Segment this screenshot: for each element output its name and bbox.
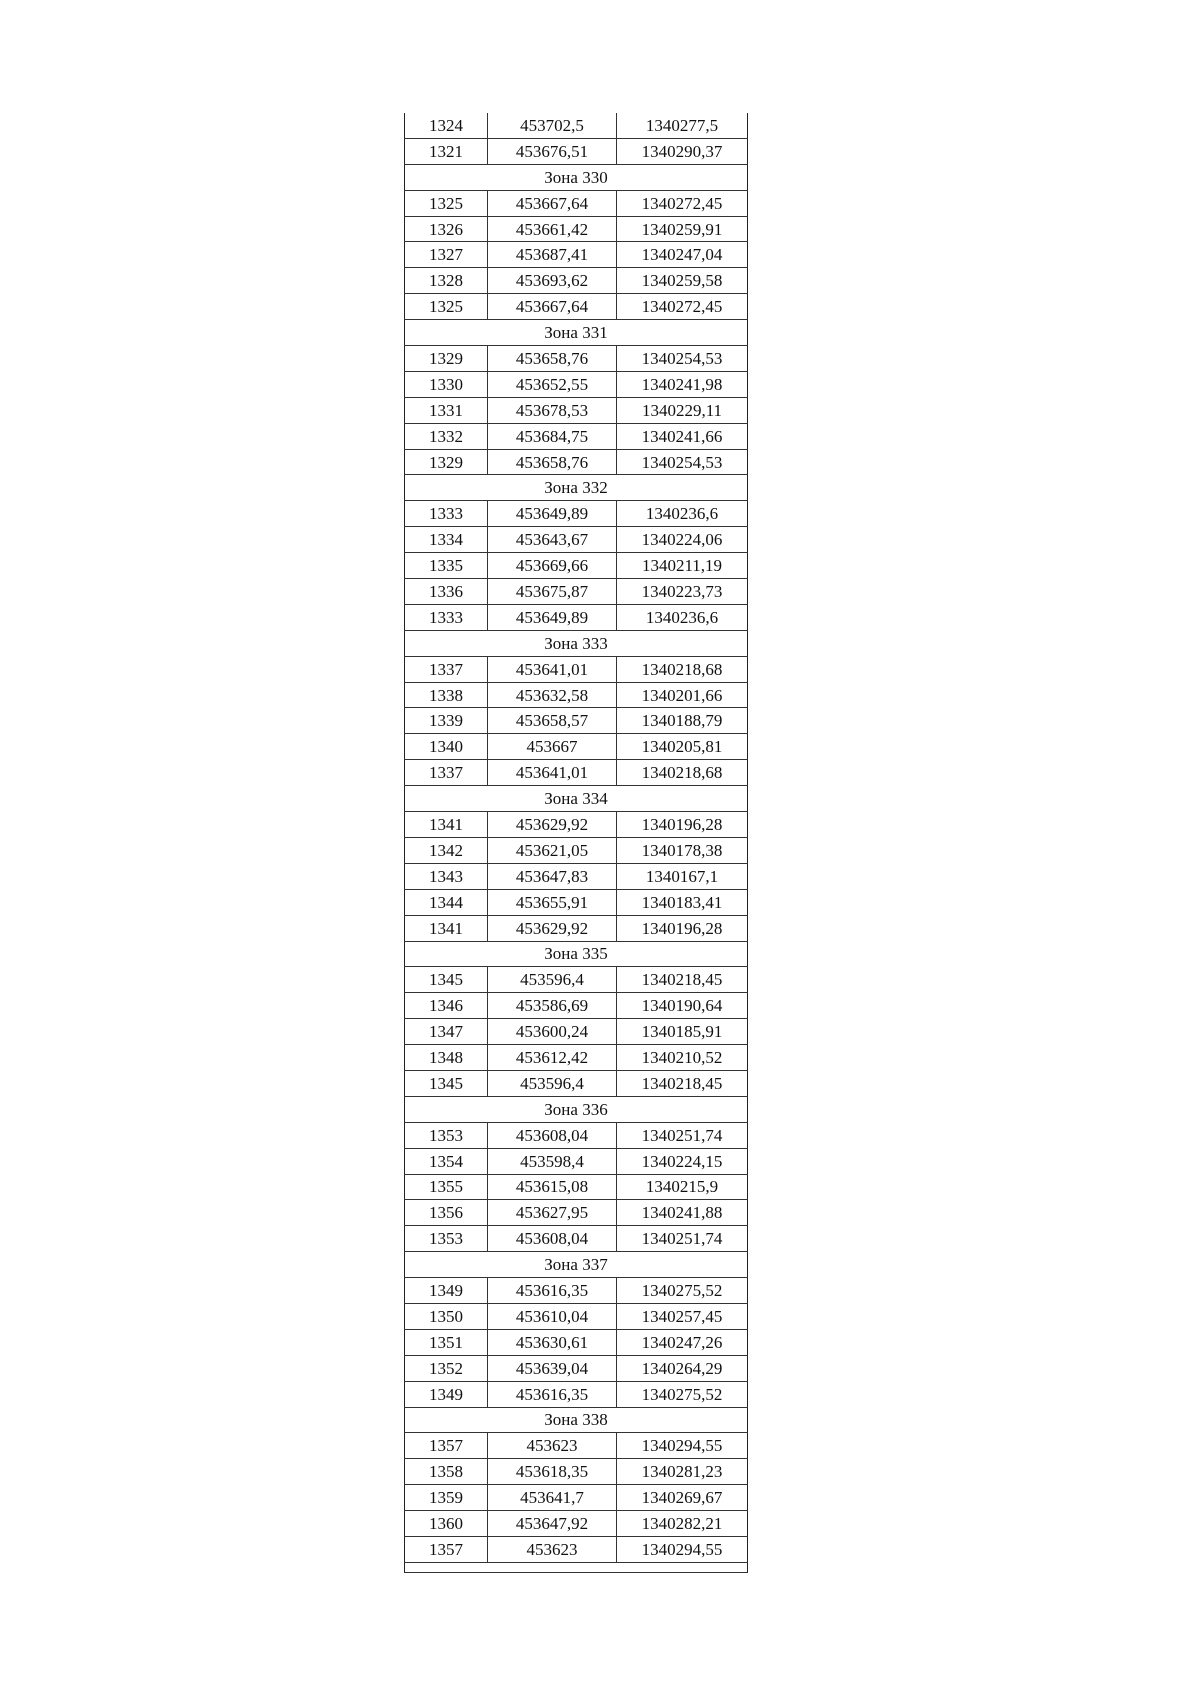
x-coordinate-cell: 453702,5 xyxy=(488,113,617,138)
zone-header-row xyxy=(405,1252,748,1278)
point-number-cell: 1351 xyxy=(405,1329,488,1355)
point-number-cell: 1343 xyxy=(405,863,488,889)
x-coordinate-cell: 453678,53 xyxy=(488,397,617,423)
zone-label: Зона 336 xyxy=(405,1096,748,1122)
y-coordinate-cell: 1340275,52 xyxy=(617,1278,748,1304)
table-row xyxy=(405,1355,748,1381)
table-row xyxy=(405,423,748,449)
x-coordinate-cell: 453684,75 xyxy=(488,423,617,449)
table-row xyxy=(405,553,748,579)
point-number-cell: 1339 xyxy=(405,708,488,734)
table-row xyxy=(405,993,748,1019)
y-coordinate-cell: 1340272,45 xyxy=(617,190,748,216)
table-row xyxy=(405,604,748,630)
table-row xyxy=(405,1200,748,1226)
y-coordinate-cell: 1340290,37 xyxy=(617,138,748,164)
table-row xyxy=(405,837,748,863)
y-coordinate-cell: 1340218,45 xyxy=(617,1070,748,1096)
x-coordinate-cell: 453658,76 xyxy=(488,346,617,372)
x-coordinate-cell: 453655,91 xyxy=(488,889,617,915)
point-number-cell: 1341 xyxy=(405,812,488,838)
y-coordinate-cell: 1340251,74 xyxy=(617,1122,748,1148)
x-coordinate-cell: 453600,24 xyxy=(488,1019,617,1045)
blank-cell xyxy=(405,1562,748,1572)
point-number-cell: 1333 xyxy=(405,604,488,630)
y-coordinate-cell: 1340215,9 xyxy=(617,1174,748,1200)
x-coordinate-cell: 453629,92 xyxy=(488,812,617,838)
point-number-cell: 1325 xyxy=(405,294,488,320)
x-coordinate-cell: 453632,58 xyxy=(488,682,617,708)
table-row xyxy=(405,682,748,708)
table-row xyxy=(405,579,748,605)
x-coordinate-cell: 453586,69 xyxy=(488,993,617,1019)
point-number-cell: 1342 xyxy=(405,837,488,863)
y-coordinate-cell: 1340251,74 xyxy=(617,1226,748,1252)
y-coordinate-cell: 1340259,91 xyxy=(617,216,748,242)
x-coordinate-cell: 453649,89 xyxy=(488,501,617,527)
y-coordinate-cell: 1340241,88 xyxy=(617,1200,748,1226)
y-coordinate-cell: 1340211,19 xyxy=(617,553,748,579)
table-row xyxy=(405,1303,748,1329)
x-coordinate-cell: 453630,61 xyxy=(488,1329,617,1355)
y-coordinate-cell: 1340282,21 xyxy=(617,1511,748,1537)
x-coordinate-cell: 453641,01 xyxy=(488,656,617,682)
point-number-cell: 1340 xyxy=(405,734,488,760)
point-number-cell: 1345 xyxy=(405,1070,488,1096)
x-coordinate-cell: 453627,95 xyxy=(488,1200,617,1226)
table-row xyxy=(405,371,748,397)
x-coordinate-cell: 453608,04 xyxy=(488,1122,617,1148)
table-row xyxy=(405,113,748,138)
zone-header-row xyxy=(405,941,748,967)
point-number-cell: 1345 xyxy=(405,967,488,993)
point-number-cell: 1356 xyxy=(405,1200,488,1226)
point-number-cell: 1328 xyxy=(405,268,488,294)
table-row xyxy=(405,967,748,993)
point-number-cell: 1348 xyxy=(405,1045,488,1071)
point-number-cell: 1357 xyxy=(405,1433,488,1459)
x-coordinate-cell: 453639,04 xyxy=(488,1355,617,1381)
coordinates-table-body xyxy=(405,113,748,1572)
point-number-cell: 1347 xyxy=(405,1019,488,1045)
point-number-cell: 1355 xyxy=(405,1174,488,1200)
point-number-cell: 1335 xyxy=(405,553,488,579)
point-number-cell: 1326 xyxy=(405,216,488,242)
y-coordinate-cell: 1340188,79 xyxy=(617,708,748,734)
y-coordinate-cell: 1340241,98 xyxy=(617,371,748,397)
y-coordinate-cell: 1340218,68 xyxy=(617,656,748,682)
point-number-cell: 1359 xyxy=(405,1485,488,1511)
point-number-cell: 1324 xyxy=(405,113,488,138)
table-row xyxy=(405,812,748,838)
y-coordinate-cell: 1340272,45 xyxy=(617,294,748,320)
y-coordinate-cell: 1340218,45 xyxy=(617,967,748,993)
zone-label: Зона 333 xyxy=(405,630,748,656)
y-coordinate-cell: 1340218,68 xyxy=(617,760,748,786)
y-coordinate-cell: 1340229,11 xyxy=(617,397,748,423)
table-row xyxy=(405,1278,748,1304)
table-row xyxy=(405,449,748,475)
x-coordinate-cell: 453647,83 xyxy=(488,863,617,889)
point-number-cell: 1338 xyxy=(405,682,488,708)
x-coordinate-cell: 453616,35 xyxy=(488,1381,617,1407)
table-row xyxy=(405,1329,748,1355)
y-coordinate-cell: 1340259,58 xyxy=(617,268,748,294)
table-row xyxy=(405,1226,748,1252)
point-number-cell: 1349 xyxy=(405,1381,488,1407)
table-row xyxy=(405,708,748,734)
x-coordinate-cell: 453612,42 xyxy=(488,1045,617,1071)
y-coordinate-cell: 1340254,53 xyxy=(617,449,748,475)
x-coordinate-cell: 453616,35 xyxy=(488,1278,617,1304)
x-coordinate-cell: 453675,87 xyxy=(488,579,617,605)
table-row xyxy=(405,1381,748,1407)
point-number-cell: 1353 xyxy=(405,1122,488,1148)
point-number-cell: 1352 xyxy=(405,1355,488,1381)
x-coordinate-cell: 453658,76 xyxy=(488,449,617,475)
x-coordinate-cell: 453676,51 xyxy=(488,138,617,164)
point-number-cell: 1337 xyxy=(405,656,488,682)
point-number-cell: 1346 xyxy=(405,993,488,1019)
point-number-cell: 1354 xyxy=(405,1148,488,1174)
y-coordinate-cell: 1340257,45 xyxy=(617,1303,748,1329)
x-coordinate-cell: 453596,4 xyxy=(488,1070,617,1096)
x-coordinate-cell: 453687,41 xyxy=(488,242,617,268)
x-coordinate-cell: 453647,92 xyxy=(488,1511,617,1537)
y-coordinate-cell: 1340224,15 xyxy=(617,1148,748,1174)
point-number-cell: 1325 xyxy=(405,190,488,216)
y-coordinate-cell: 1340196,28 xyxy=(617,915,748,941)
y-coordinate-cell: 1340224,06 xyxy=(617,527,748,553)
table-row xyxy=(405,346,748,372)
y-coordinate-cell: 1340223,73 xyxy=(617,579,748,605)
table-row xyxy=(405,915,748,941)
y-coordinate-cell: 1340275,52 xyxy=(617,1381,748,1407)
point-number-cell: 1332 xyxy=(405,423,488,449)
table-row xyxy=(405,138,748,164)
zone-label: Зона 337 xyxy=(405,1252,748,1278)
table-row xyxy=(405,216,748,242)
y-coordinate-cell: 1340294,55 xyxy=(617,1433,748,1459)
x-coordinate-cell: 453661,42 xyxy=(488,216,617,242)
point-number-cell: 1334 xyxy=(405,527,488,553)
zone-header-row xyxy=(405,164,748,190)
zone-label: Зона 332 xyxy=(405,475,748,501)
y-coordinate-cell: 1340196,28 xyxy=(617,812,748,838)
table-row xyxy=(405,1433,748,1459)
x-coordinate-cell: 453652,55 xyxy=(488,371,617,397)
table-row xyxy=(405,501,748,527)
x-coordinate-cell: 453623 xyxy=(488,1536,617,1562)
table-row xyxy=(405,397,748,423)
zone-header-row xyxy=(405,786,748,812)
point-number-cell: 1349 xyxy=(405,1278,488,1304)
table-row xyxy=(405,190,748,216)
y-coordinate-cell: 1340241,66 xyxy=(617,423,748,449)
point-number-cell: 1358 xyxy=(405,1459,488,1485)
table-row xyxy=(405,242,748,268)
y-coordinate-cell: 1340185,91 xyxy=(617,1019,748,1045)
point-number-cell: 1360 xyxy=(405,1511,488,1537)
table-row xyxy=(405,1045,748,1071)
table-row xyxy=(405,760,748,786)
point-number-cell: 1337 xyxy=(405,760,488,786)
table-row xyxy=(405,1511,748,1537)
table-row xyxy=(405,294,748,320)
table-row xyxy=(405,1174,748,1200)
table-row xyxy=(405,889,748,915)
zone-header-row xyxy=(405,1096,748,1122)
table-row xyxy=(405,734,748,760)
x-coordinate-cell: 453693,62 xyxy=(488,268,617,294)
y-coordinate-cell: 1340247,04 xyxy=(617,242,748,268)
x-coordinate-cell: 453610,04 xyxy=(488,1303,617,1329)
point-number-cell: 1357 xyxy=(405,1536,488,1562)
table-row xyxy=(405,268,748,294)
table-row xyxy=(405,1536,748,1562)
table-row xyxy=(405,1148,748,1174)
zone-header-row xyxy=(405,1407,748,1433)
x-coordinate-cell: 453667,64 xyxy=(488,294,617,320)
y-coordinate-cell: 1340190,64 xyxy=(617,993,748,1019)
y-coordinate-cell: 1340205,81 xyxy=(617,734,748,760)
coordinates-table xyxy=(404,113,748,1573)
x-coordinate-cell: 453669,66 xyxy=(488,553,617,579)
x-coordinate-cell: 453615,08 xyxy=(488,1174,617,1200)
table-row xyxy=(405,1070,748,1096)
x-coordinate-cell: 453618,35 xyxy=(488,1459,617,1485)
y-coordinate-cell: 1340294,55 xyxy=(617,1536,748,1562)
point-number-cell: 1350 xyxy=(405,1303,488,1329)
x-coordinate-cell: 453621,05 xyxy=(488,837,617,863)
point-number-cell: 1353 xyxy=(405,1226,488,1252)
table-row xyxy=(405,656,748,682)
table-row xyxy=(405,1485,748,1511)
x-coordinate-cell: 453667 xyxy=(488,734,617,760)
table-row xyxy=(405,527,748,553)
point-number-cell: 1341 xyxy=(405,915,488,941)
point-number-cell: 1329 xyxy=(405,346,488,372)
y-coordinate-cell: 1340236,6 xyxy=(617,604,748,630)
y-coordinate-cell: 1340281,23 xyxy=(617,1459,748,1485)
point-number-cell: 1321 xyxy=(405,138,488,164)
x-coordinate-cell: 453629,92 xyxy=(488,915,617,941)
y-coordinate-cell: 1340210,52 xyxy=(617,1045,748,1071)
point-number-cell: 1333 xyxy=(405,501,488,527)
x-coordinate-cell: 453649,89 xyxy=(488,604,617,630)
x-coordinate-cell: 453596,4 xyxy=(488,967,617,993)
x-coordinate-cell: 453643,67 xyxy=(488,527,617,553)
table-row xyxy=(405,1019,748,1045)
y-coordinate-cell: 1340247,26 xyxy=(617,1329,748,1355)
x-coordinate-cell: 453641,01 xyxy=(488,760,617,786)
zone-header-row xyxy=(405,320,748,346)
y-coordinate-cell: 1340269,67 xyxy=(617,1485,748,1511)
table-row xyxy=(405,1459,748,1485)
zone-label: Зона 331 xyxy=(405,320,748,346)
table-row xyxy=(405,863,748,889)
y-coordinate-cell: 1340178,38 xyxy=(617,837,748,863)
point-number-cell: 1344 xyxy=(405,889,488,915)
y-coordinate-cell: 1340201,66 xyxy=(617,682,748,708)
y-coordinate-cell: 1340264,29 xyxy=(617,1355,748,1381)
y-coordinate-cell: 1340236,6 xyxy=(617,501,748,527)
zone-label: Зона 335 xyxy=(405,941,748,967)
point-number-cell: 1327 xyxy=(405,242,488,268)
point-number-cell: 1331 xyxy=(405,397,488,423)
x-coordinate-cell: 453623 xyxy=(488,1433,617,1459)
zone-label: Зона 334 xyxy=(405,786,748,812)
blank-row xyxy=(405,1562,748,1572)
zone-label: Зона 330 xyxy=(405,164,748,190)
x-coordinate-cell: 453658,57 xyxy=(488,708,617,734)
table-row xyxy=(405,1122,748,1148)
point-number-cell: 1336 xyxy=(405,579,488,605)
x-coordinate-cell: 453667,64 xyxy=(488,190,617,216)
y-coordinate-cell: 1340254,53 xyxy=(617,346,748,372)
x-coordinate-cell: 453608,04 xyxy=(488,1226,617,1252)
point-number-cell: 1330 xyxy=(405,371,488,397)
y-coordinate-cell: 1340167,1 xyxy=(617,863,748,889)
zone-header-row xyxy=(405,475,748,501)
y-coordinate-cell: 1340277,5 xyxy=(617,113,748,138)
x-coordinate-cell: 453641,7 xyxy=(488,1485,617,1511)
zone-label: Зона 338 xyxy=(405,1407,748,1433)
x-coordinate-cell: 453598,4 xyxy=(488,1148,617,1174)
zone-header-row xyxy=(405,630,748,656)
point-number-cell: 1329 xyxy=(405,449,488,475)
y-coordinate-cell: 1340183,41 xyxy=(617,889,748,915)
